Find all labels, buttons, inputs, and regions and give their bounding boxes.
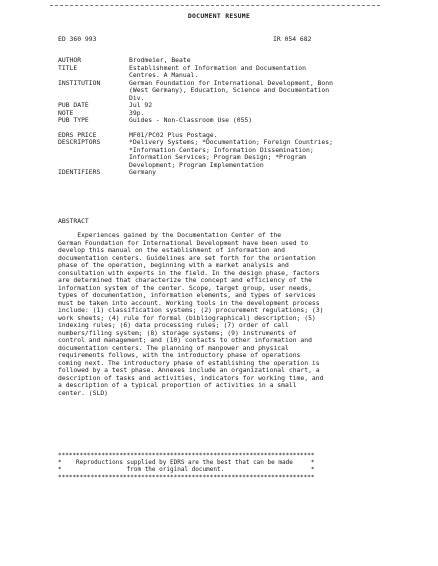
ed-number: ED 360 993 [58, 35, 97, 43]
field-value: MF01/PC02 Plus Postage. [129, 130, 218, 139]
field-label: EDRS PRICE [58, 130, 97, 139]
field-value: Germany [129, 168, 156, 176]
abstract-label: ABSTRACT [58, 217, 89, 225]
field-label: DESCRIPTORS [58, 138, 101, 146]
field-title [58, 65, 358, 80]
field-value: Jul 92 [129, 101, 153, 109]
field-label: PUB DATE [58, 101, 89, 109]
field-value: 39p. [129, 108, 145, 117]
field-label: NOTE [58, 108, 74, 117]
field-pub-type [58, 117, 358, 125]
field-pub-date [58, 102, 358, 110]
field-identifiers [58, 169, 358, 177]
ir-number: IR 054 682 [273, 35, 312, 43]
metadata-fields [58, 57, 358, 177]
field-label: TITLE [58, 63, 78, 72]
field-value: Guides - Non-Classroom Use (055) [129, 116, 253, 124]
field-descriptors [58, 139, 358, 169]
field-value: Establishment of Information and Documentation Centres. A Manual. [129, 63, 306, 79]
abstract-text: Experiences gained by the Documentation Center of the German Foundation for International Development have been used to develop this manual on the establishment of information and documentation centers. Guidelines are set forth for the orientation phase of the operation, beginning with a market analysis and consultation with experts in the field. In the design phase, factors are determined that characterize the concept and efficiency of the information system of the center. Scope, target group, user needs, types of documentation, information elements, and types of services must be taken into account. Working tools in the development process include: (1) classification systems; (2) procurement regulations; (3) work sheets; (4) rule for formal (bibliographical) description; (5) indexing rules; (6) data processing rules; (7) order of call numbers/filing system; (8) storage systems; (9) instruments of control and management; and (10) contacts to other information and documentation centers. The planning of manpower and physical requirements follows, with the introductory phase of operations coming next. The introductory phase of establishing the operation is followed by a test phase. Annexes include an organizational chart, a description of tasks and activities, indicators for working time, and a description of a typical proportion of activities in a small center. (SLD) [58, 231, 324, 397]
field-value: German Foundation for International Development, Bonn (West Germany), Education, Science and Documentation Div. [129, 78, 333, 102]
reproduction-notice: *********************************************************************** * Reproductions supplied by EDRS are the best that can be made * * from the original document. * *********************************************************************** [58, 452, 315, 481]
field-label: AUTHOR [58, 56, 82, 64]
field-label: PUB TYPE [58, 116, 89, 124]
field-value: Brodmeier, Beate [129, 56, 191, 64]
document-title: DOCUMENT RESUME [187, 12, 251, 20]
field-value: *Delivery Systems; *Documentation; Foreign Countries; *Information Centers; Information Dissemination; Information Services; Program Design; *Program Development; Program Implementation [129, 138, 333, 169]
field-institution [58, 80, 358, 103]
field-label: INSTITUTION [58, 78, 101, 87]
top-rule [50, 5, 380, 12]
field-label: IDENTIFIERS [58, 168, 101, 176]
